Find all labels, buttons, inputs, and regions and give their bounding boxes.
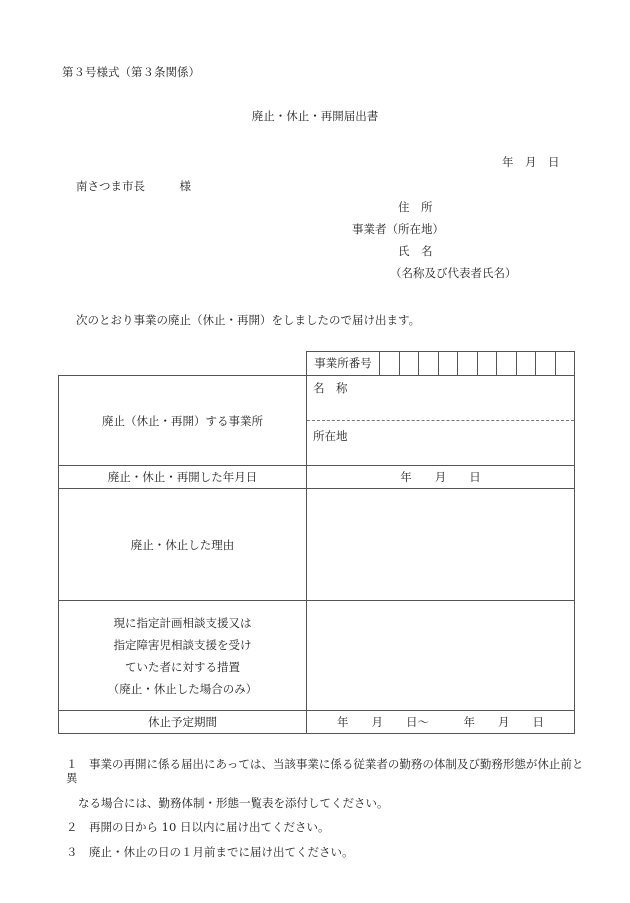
form-title: 廃止・休止・再開届出書 (251, 109, 379, 123)
office-number-label: 事業所番号 (314, 356, 372, 370)
measures-line: 現に指定計画相談支援又は (113, 615, 252, 630)
office-row-label: 廃止（休止・再開）する事業所 (59, 376, 307, 466)
reason-field[interactable] (307, 489, 575, 601)
office-address-field[interactable] (307, 420, 574, 465)
applicant-name-note: （名称及び代表者氏名） (390, 266, 517, 280)
addressee: 南さつま市長 様 (76, 179, 191, 193)
office-address-label: 所在地 (313, 429, 348, 443)
office-details-cell (307, 376, 575, 466)
office-number-cell (307, 352, 575, 376)
notes (66, 758, 586, 860)
applicant-name-label: 氏 名 (398, 244, 433, 258)
office-number-boxes[interactable] (379, 352, 574, 375)
office-name-label: 名 称 (313, 381, 348, 395)
period-row-label: 休止予定期間 (59, 711, 307, 734)
date-row-value[interactable]: 年 月 日 (307, 466, 575, 489)
measures-row-label (59, 601, 307, 711)
submission-date: 年 月 日 (502, 155, 560, 169)
reason-row-label: 廃止・休止した理由 (59, 489, 307, 601)
form-number: 第３号様式（第３条関係） (62, 65, 200, 79)
note-item: ３ 廃止・休止の日の１月前までに届け出てください。 (66, 845, 354, 860)
applicant-address-label: 住 所 (398, 200, 433, 214)
note-item: なる場合には、勤務体制・形態一覧表を添付してください。 (78, 795, 389, 810)
notification-table (58, 351, 575, 734)
measures-line: 指定障害児相談支援を受け (113, 637, 252, 652)
date-row-label: 廃止・休止・再開した年月日 (59, 466, 307, 489)
office-name-field[interactable] (307, 376, 574, 420)
measures-field[interactable] (307, 601, 575, 711)
statement: 次のとおり事業の廃止（休止・再開）をしましたので届け出ます。 (76, 313, 421, 327)
applicant-operator-label: 事業者（所在地） (352, 222, 444, 236)
measures-line: （廃止・休止した場合のみ） (107, 681, 258, 696)
note-item: １ 事業の再開に係る届出にあっては、当該事業に係る従業者の勤務の体制及び勤務形態が休止前と異 (66, 757, 584, 785)
note-item: ２ 再開の日から 10 日以内に届け出てください。 (66, 820, 330, 835)
measures-line: ていた者に対する措置 (125, 659, 240, 674)
period-row-value[interactable]: 年 月 日～ 年 月 日 (307, 711, 575, 734)
